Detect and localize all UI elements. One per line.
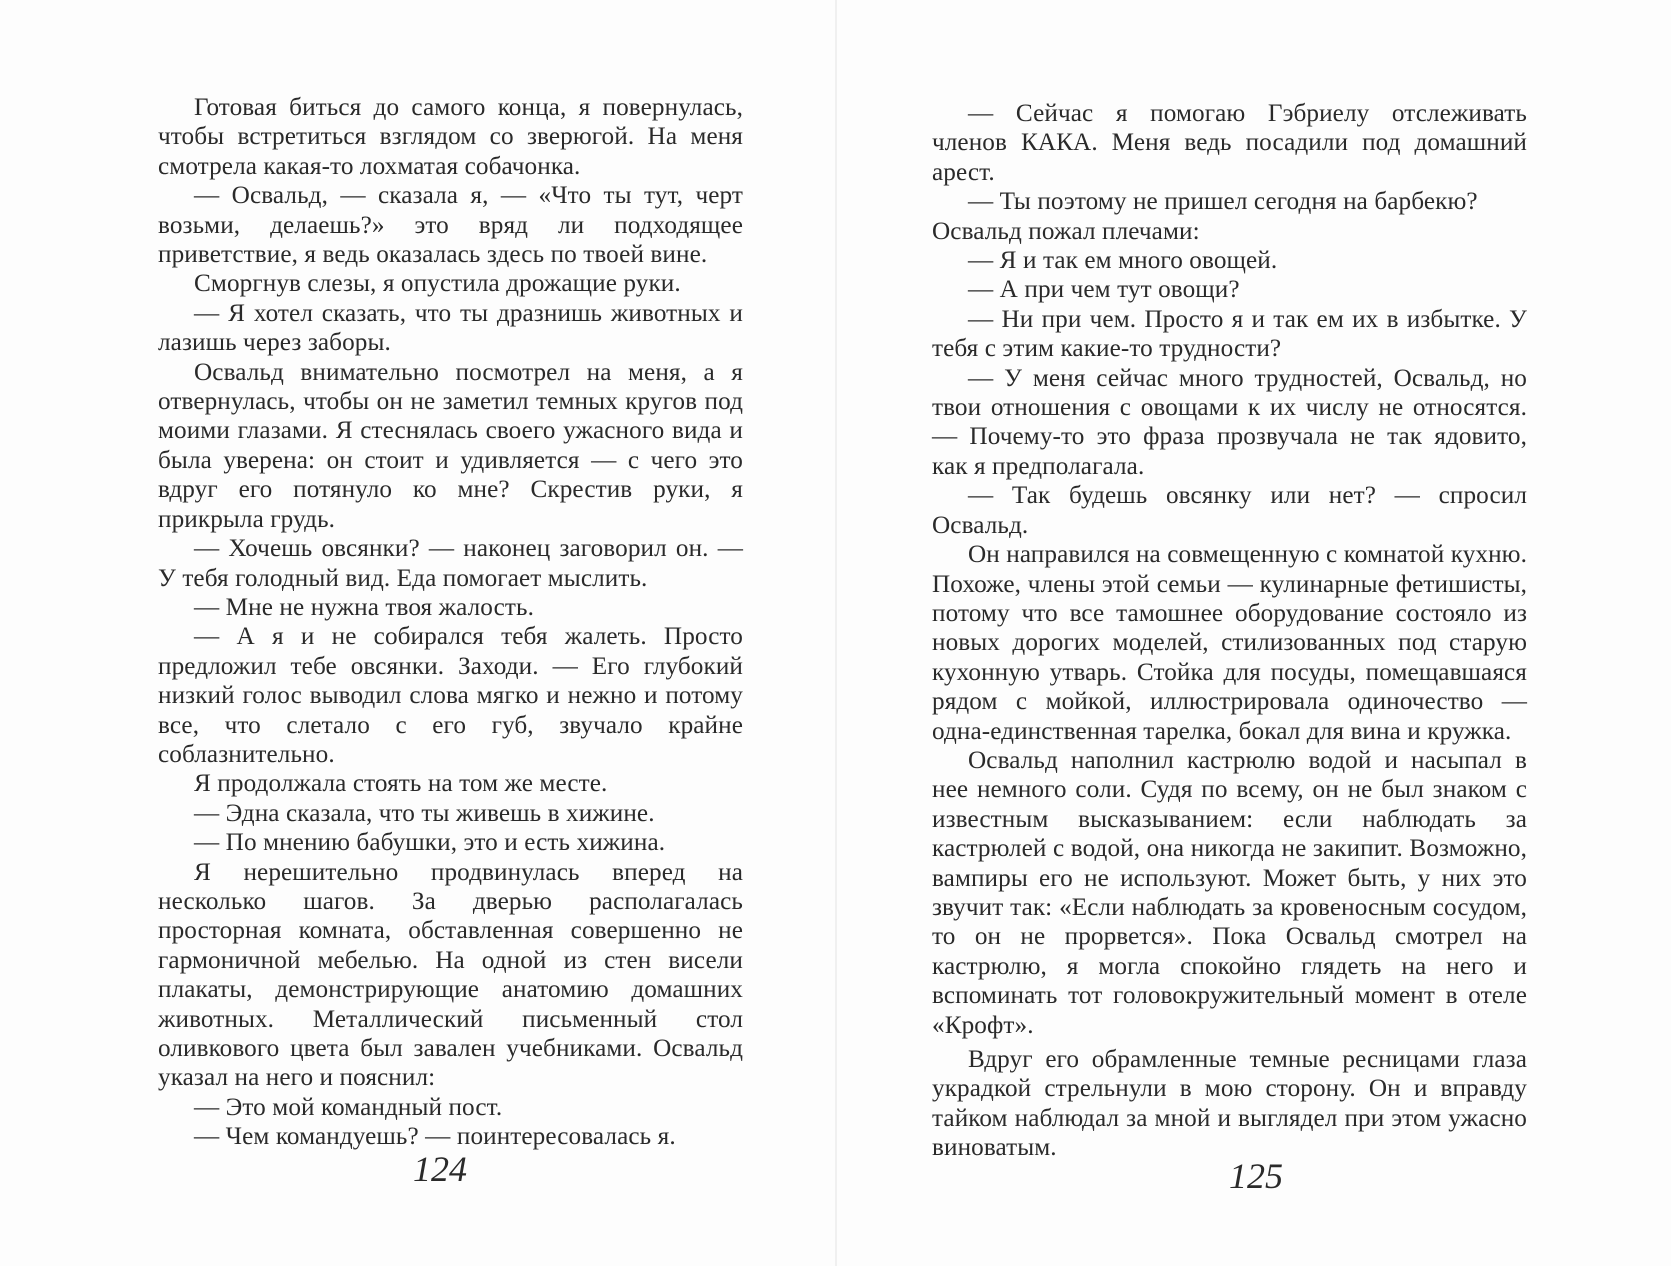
paragraph: Освальд пожал плечами: — [932, 217, 1200, 245]
paragraph: — А при чем тут овощи? — [968, 276, 1240, 304]
paragraph: Я нерешительно продвинулась вперед на несколько шагов. За дверью располагалась просторная комната, обставленная совершенно не гармоничной мебелью. На одной из стен висели плакаты, демонстрирующие анатомию домашних животных. Металлический письменный стол оливкового цвета был завален учебниками. Освальд указал на него и пояснил: — [158, 858, 743, 1092]
paragraph: — Ты поэтому не пришел сегодня на барбекю? — [968, 188, 1478, 216]
paragraph: — Мне не нужна твоя жалость. — [194, 593, 534, 621]
paragraph: Сморгнув слезы, я опустила дрожащие руки. — [194, 270, 681, 298]
paragraph: — Хочешь овсянки? — наконец заговорил он. — У тебя голодный вид. Еда помогает мыслить. — [158, 535, 743, 592]
left-page — [0, 0, 835, 1266]
paragraph: — Эдна сказала, что ты живешь в хижине. — [194, 799, 655, 827]
paragraph: Я продолжала стоять на том же месте. — [194, 770, 608, 798]
paragraph: — Сейчас я помогаю Гэбриелу отслеживать членов КАКА. Меня ведь посадили под домашний арест. — [932, 100, 1527, 186]
paragraph: — Ни при чем. Просто я и так ем их в избытке. У тебя с этим какие-то трудности? — [932, 305, 1527, 363]
left-page-text — [158, 93, 743, 1152]
paragraph: — У меня сейчас много трудностей, Освальд, но твои отношения с овощами к их числу не относятся. — Почему-то это фраза прозвучала не так ядовито, как я предполагала. — [932, 364, 1527, 480]
paragraph: Освальд наполнил кастрюлю водой и насыпал в нее немного соли. Судя по всему, он не был знаком с известным высказыванием: если наблюдать за кастрюлей с водой, она никогда не закипит. Возможно, вампиры его не используют. Может быть, у них это звучит так: «Если наблюдать за кровеносным сосудом, то он не прорвется». Пока Освальд смотрел на кастрюлю, я могла спокойно глядеть на него и вспоминать тот головокружительный момент в отеле «Крофт». — [932, 746, 1527, 1039]
paragraph: Вдруг его обрамленные темные ресницами глаза украдкой стрельнули в мою сторону. Он и вправду тайком наблюдал за мной и выглядел при этом ужасно виноватым. — [932, 1046, 1527, 1162]
paragraph: — Так будешь овсянку или нет? — спросил Освальд. — [932, 482, 1527, 539]
paragraph: Он направился на совмещенную с комнатой кухню. Похоже, члены этой семьи — кулинарные фетишисты, потому что все тамошнее оборудование состояло из новых дорогих моделей, стилизованных под старую кухонную утварь. Стойка для посуды, помещавшаяся рядом с мойкой, иллюстрировала одиночество — одна-единственная тарелка, бокал для вина и кружка. — [932, 541, 1527, 745]
paragraph: — По мнению бабушки, это и есть хижина. — [194, 829, 666, 857]
page-number-right: 125 — [1229, 1156, 1283, 1196]
paragraph: Освальд внимательно посмотрел на меня, а я отвернулась, чтобы он не заметил темных кругов под моими глазами. Я стеснялась своего ужасного вида и была уверена: он стоит и удивляется — с чего это вдруг его потянуло ко мне? Скрестив руки, я прикрыла грудь. — [158, 358, 743, 533]
page-number-left: 124 — [413, 1149, 467, 1189]
paragraph: — Я и так ем много овощей. — [968, 247, 1278, 275]
right-page — [837, 0, 1671, 1266]
paragraph: — А я и не собирался тебя жалеть. Просто предложил тебе овсянки. Заходи. — Его глубокий низкий голос выводил слова мягко и нежно и потому все, что слетало с его губ, звучало крайне соблазнительно. — [158, 623, 743, 768]
paragraph: — Я хотел сказать, что ты дразнишь животных и лазишь через заборы. — [158, 299, 743, 357]
right-page-text — [932, 99, 1527, 1163]
paragraph: Готовая биться до самого конца, я повернулась, чтобы встретиться взглядом со зверюгой. На меня смотрела какая-то лохматая собачонка. — [158, 94, 743, 180]
paragraph: — Чем командуешь? — поинтересовалась я. — [194, 1123, 676, 1151]
paragraph: — Освальд, — сказала я, — «Что ты тут, черт возьми, делаешь?» это вряд ли подходящее приветствие, я ведь оказалась здесь по твоей вине. — [158, 182, 743, 269]
paragraph: — Это мой командный пост. — [194, 1093, 503, 1121]
